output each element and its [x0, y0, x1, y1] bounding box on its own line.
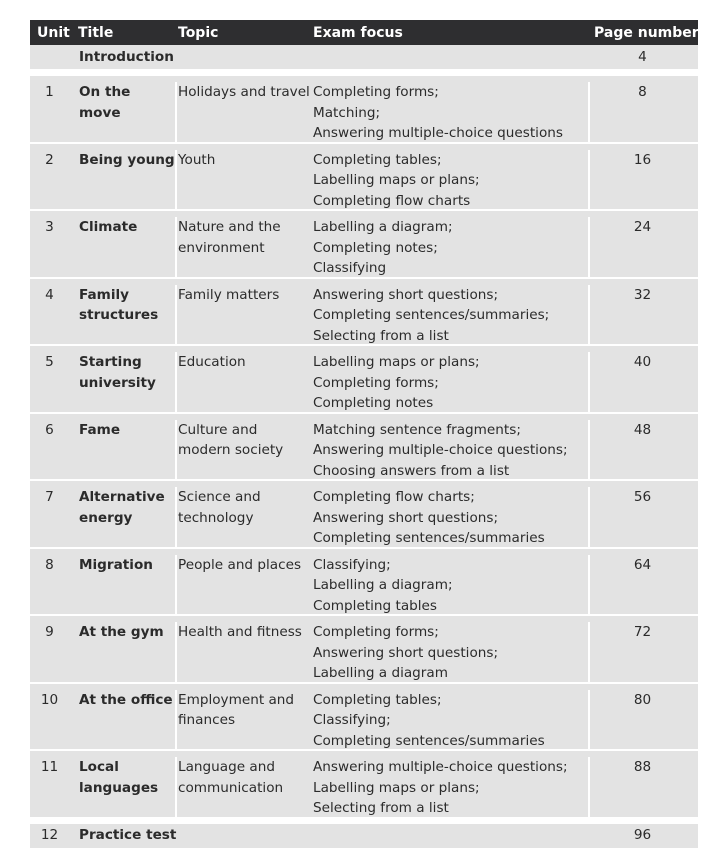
exam-focus-item: Completing tables; [313, 691, 442, 708]
spacer [30, 69, 698, 76]
unit-number: 9 [45, 624, 54, 640]
unit-number: 8 [45, 556, 54, 573]
exam-focus-item: Completing forms; [313, 84, 439, 100]
unit-page-number: 48 [633, 421, 652, 438]
unit-title: Local languages [77, 757, 177, 817]
exam-focus-item: Answering multiple-choice questions; [313, 759, 568, 775]
unit-title: Alternative energy [77, 487, 177, 547]
unit-exam-focus [312, 420, 590, 480]
exam-focus-item: Completing notes; [313, 239, 438, 256]
unit-topic: People and places [178, 556, 302, 573]
exam-focus-item: Answering short questions; [313, 509, 499, 526]
header-unit: Unit [37, 25, 70, 41]
table-row [30, 481, 698, 547]
unit-topic: Youth [178, 151, 216, 168]
unit-title: At the office [77, 690, 177, 750]
unit-number: 7 [45, 489, 54, 505]
contents-table [30, 20, 698, 848]
unit-topic: Employment and finances [178, 691, 295, 728]
unit-number: 5 [45, 354, 54, 370]
unit-topic: Education [178, 354, 246, 370]
table-row [30, 211, 698, 277]
unit-number: 6 [45, 421, 54, 438]
exam-focus-item: Completing sentences/summaries; [313, 307, 550, 323]
exam-focus-item: Completing tables; [313, 151, 442, 168]
unit-exam-focus [312, 150, 590, 210]
unit-page-number: 64 [633, 556, 652, 573]
intro-page: 4 [638, 48, 647, 65]
header-title: Title [78, 25, 114, 41]
practice-unit: 12 [40, 827, 59, 844]
header-topic: Topic [178, 25, 219, 41]
table-row [30, 616, 698, 682]
unit-page-number: 32 [633, 286, 652, 303]
unit-page-number: 72 [633, 624, 652, 640]
table-header [30, 20, 698, 45]
exam-focus-item: Classifying; [313, 712, 391, 728]
exam-focus-item: Completing sentences/summaries [313, 732, 545, 749]
unit-exam-focus [312, 82, 590, 142]
unit-topic: Holidays and travel [178, 84, 310, 100]
exam-focus-item: Completing forms; [313, 624, 439, 640]
unit-topic: Culture and modern society [178, 421, 284, 458]
exam-focus-item: Labelling maps or plans; [313, 172, 480, 188]
practice-page: 96 [633, 827, 652, 844]
unit-number: 1 [45, 84, 54, 100]
unit-number: 4 [45, 286, 54, 303]
exam-focus-item: Matching; [313, 104, 381, 121]
exam-focus-item: Labelling a diagram; [313, 219, 453, 235]
unit-exam-focus [312, 487, 590, 547]
exam-focus-item: Choosing answers from a list [313, 462, 510, 479]
table-row [30, 684, 698, 750]
unit-topic: Family matters [178, 286, 280, 303]
unit-topic: Health and fitness [178, 624, 302, 640]
exam-focus-item: Labelling a diagram; [313, 577, 453, 593]
unit-page-number: 56 [633, 489, 652, 505]
exam-focus-item: Classifying [313, 260, 387, 276]
exam-focus-item: Matching sentence fragments; [313, 421, 521, 438]
unit-title: Fame [77, 420, 177, 480]
unit-topic: Science and technology [178, 489, 261, 526]
table-row [30, 144, 698, 210]
exam-focus-item: Completing forms; [313, 374, 439, 391]
unit-number: 3 [45, 219, 54, 235]
exam-focus-item: Completing flow charts [313, 192, 471, 209]
unit-exam-focus [312, 690, 590, 750]
unit-number: 2 [45, 151, 54, 168]
exam-focus-item: Answering short questions; [313, 644, 499, 661]
unit-topic: Nature and the environment [178, 219, 281, 256]
exam-focus-item: Answering short questions; [313, 286, 499, 303]
unit-title: On the move [77, 82, 177, 142]
unit-exam-focus [312, 757, 590, 817]
unit-page-number: 88 [633, 759, 652, 775]
unit-title: Migration [77, 555, 177, 615]
unit-page-number: 24 [633, 219, 652, 235]
unit-exam-focus [312, 285, 590, 345]
unit-rows [30, 76, 698, 817]
table-row [30, 549, 698, 615]
exam-focus-item: Labelling maps or plans; [313, 779, 480, 796]
exam-focus-item: Answering multiple-choice questions; [313, 442, 568, 458]
exam-focus-item: Selecting from a list [313, 327, 449, 344]
intro-title: Introduction [79, 48, 174, 65]
header-exam-focus: Exam focus [313, 25, 403, 41]
exam-focus-item: Completing sentences/summaries [313, 530, 545, 546]
unit-exam-focus [312, 622, 590, 682]
exam-focus-item: Labelling a diagram [313, 665, 448, 681]
exam-focus-item: Completing flow charts; [313, 489, 475, 505]
introduction-row [30, 45, 698, 69]
exam-focus-item: Completing tables [313, 597, 438, 614]
exam-focus-item: Classifying; [313, 556, 391, 573]
unit-title: Starting university [77, 352, 177, 412]
unit-page-number: 16 [633, 151, 652, 168]
unit-exam-focus [312, 352, 590, 412]
table-row [30, 346, 698, 412]
unit-number: 11 [40, 759, 59, 775]
table-row [30, 279, 698, 345]
exam-focus-item: Selecting from a list [313, 800, 449, 816]
unit-title: At the gym [77, 622, 177, 682]
unit-exam-focus [312, 555, 590, 615]
table-row [30, 751, 698, 817]
exam-focus-item: Labelling maps or plans; [313, 354, 480, 370]
unit-page-number: 80 [633, 691, 652, 708]
practice-title: Practice test [79, 827, 177, 844]
unit-number: 10 [40, 691, 59, 708]
unit-topic: Language and communication [178, 759, 284, 796]
header-page-number: Page number [594, 25, 699, 41]
exam-focus-item: Completing notes [313, 395, 434, 411]
table-row [30, 414, 698, 480]
unit-exam-focus [312, 217, 590, 277]
unit-title: Climate [77, 217, 177, 277]
unit-title: Family structures [77, 285, 177, 345]
practice-test-row [30, 824, 698, 848]
unit-title: Being young [77, 150, 177, 210]
table-row [30, 76, 698, 142]
exam-focus-item: Answering multiple-choice questions [313, 125, 563, 141]
unit-page-number: 40 [633, 354, 652, 370]
unit-page-number: 8 [638, 84, 647, 100]
